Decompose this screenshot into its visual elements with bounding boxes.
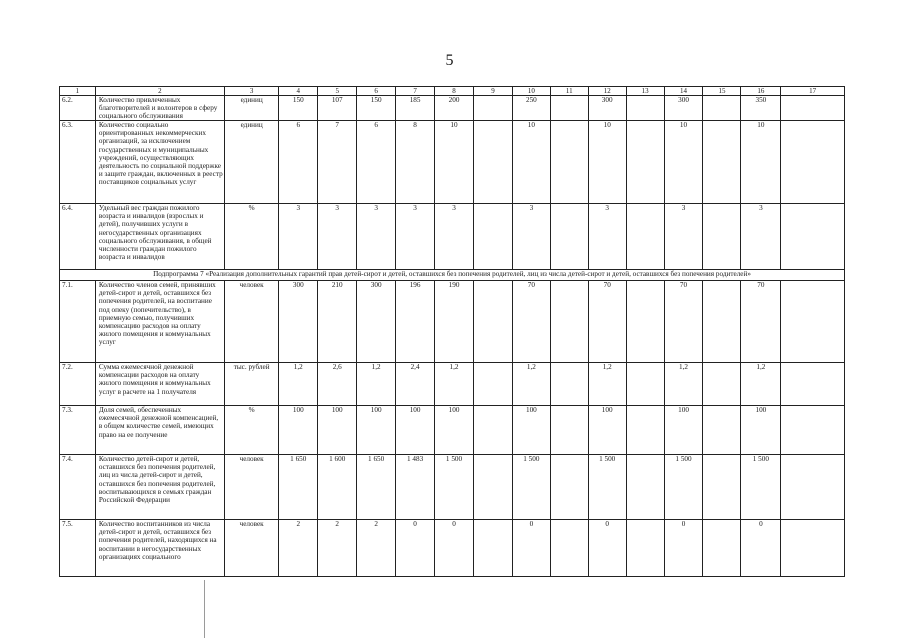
value-cell: 107 [318,96,357,121]
indicator-name: Доля семей, обеспеченных ежемесячной денежной компенсацией, в общем количестве семей, имеющих право на ее получение [95,406,224,455]
value-cell: 6 [279,121,318,204]
value-cell: 1,2 [664,363,703,406]
value-cell: 100 [318,406,357,455]
value-cell: 1 500 [512,455,550,520]
value-cell: 3 [279,204,318,270]
value-cell [781,406,845,455]
value-cell: 100 [357,406,396,455]
value-cell [550,204,588,270]
value-cell: 70 [664,281,703,363]
value-cell: 1,2 [741,363,781,406]
value-cell: 1,2 [588,363,626,406]
column-number-row [60,87,845,96]
value-cell: 3 [435,204,474,270]
value-cell [550,121,588,204]
scan-artifact-line [204,580,205,638]
column-number: 4 [279,87,318,96]
value-cell [626,204,664,270]
value-cell [473,455,512,520]
value-cell [626,406,664,455]
row-number: 7.1. [60,281,96,363]
row-number: 7.2. [60,363,96,406]
column-number: 15 [703,87,741,96]
column-number: 6 [357,87,396,96]
value-cell: 300 [664,96,703,121]
value-cell: 100 [512,406,550,455]
value-cell [473,520,512,577]
unit: % [224,406,278,455]
value-cell: 1,2 [279,363,318,406]
value-cell: 1 500 [664,455,703,520]
value-cell: 7 [318,121,357,204]
value-cell: 196 [396,281,435,363]
value-cell [626,281,664,363]
value-cell: 100 [741,406,781,455]
value-cell [550,406,588,455]
value-cell: 3 [396,204,435,270]
value-cell: 70 [741,281,781,363]
value-cell: 3 [357,204,396,270]
unit: единиц [224,96,278,121]
value-cell: 10 [435,121,474,204]
value-cell: 1 600 [318,455,357,520]
subprogram-row [60,270,845,281]
value-cell: 300 [279,281,318,363]
value-cell: 250 [512,96,550,121]
value-cell [703,281,741,363]
value-cell [626,455,664,520]
value-cell: 0 [512,520,550,577]
value-cell: 0 [664,520,703,577]
column-number: 5 [318,87,357,96]
value-cell [626,363,664,406]
table-row [60,406,845,455]
value-cell: 350 [741,96,781,121]
value-cell [473,204,512,270]
value-cell: 70 [512,281,550,363]
value-cell: 3 [664,204,703,270]
unit: человек [224,455,278,520]
column-number: 12 [588,87,626,96]
value-cell [473,96,512,121]
value-cell [781,121,845,204]
value-cell: 185 [396,96,435,121]
value-cell: 2 [318,520,357,577]
value-cell [703,363,741,406]
value-cell: 1 650 [279,455,318,520]
value-cell: 10 [664,121,703,204]
column-number: 11 [550,87,588,96]
value-cell [550,363,588,406]
column-number: 16 [741,87,781,96]
value-cell [703,520,741,577]
column-number: 14 [664,87,703,96]
row-number: 6.4. [60,204,96,270]
value-cell: 100 [396,406,435,455]
value-cell [550,520,588,577]
value-cell: 0 [741,520,781,577]
column-number: 7 [396,87,435,96]
value-cell: 3 [512,204,550,270]
value-cell: 1 483 [396,455,435,520]
indicator-name: Удельный вес граждан пожилого возраста и инвалидов (взрослых и детей), получивших услуги в негосударственных организациях социального обслуживания, в общей численности граждан пожилого возраста и инвалидов [95,204,224,270]
column-number: 8 [435,87,474,96]
row-number: 7.3. [60,406,96,455]
value-cell: 0 [435,520,474,577]
unit: тыс. рублей [224,363,278,406]
value-cell: 1 500 [435,455,474,520]
indicator-name: Количество социально ориентированных некоммерческих организаций, за исключением государственных и муниципальных учреждений, осуществляющих деятельность по социальной поддержке и защите граждан, включенных в реестр поставщиков социальных услуг [95,121,224,204]
column-number: 1 [60,87,96,96]
value-cell [781,455,845,520]
value-cell: 150 [279,96,318,121]
indicator-name: Сумма ежемесячной денежной компенсации расходов на оплату жилого помещения и коммунальных услуг в расчете на 1 получателя [95,363,224,406]
value-cell [626,96,664,121]
column-number: 3 [224,87,278,96]
value-cell: 1 500 [588,455,626,520]
value-cell [473,406,512,455]
value-cell [626,520,664,577]
value-cell: 10 [741,121,781,204]
value-cell [550,281,588,363]
page-number: 5 [445,52,454,69]
value-cell: 100 [279,406,318,455]
table-row [60,455,845,520]
value-cell: 3 [741,204,781,270]
table-row [60,281,845,363]
value-cell [781,363,845,406]
value-cell: 1 650 [357,455,396,520]
table-body [60,87,845,577]
value-cell: 10 [512,121,550,204]
value-cell [473,281,512,363]
column-number: 17 [781,87,845,96]
column-number: 9 [473,87,512,96]
indicator-name: Количество привлеченных благотворителей и волонтеров в сферу социального обслуживания [95,96,224,121]
value-cell: 3 [588,204,626,270]
indicator-name: Количество детей-сирот и детей, оставшихся без попечения родителей, лиц из числа детей-сирот и детей, оставшихся без попечения родителей, воспитывающихся в семьях граждан Российской Федерации [95,455,224,520]
value-cell: 2 [357,520,396,577]
unit: человек [224,281,278,363]
column-number: 2 [95,87,224,96]
value-cell: 10 [588,121,626,204]
table-row [60,363,845,406]
indicator-name: Количество членов семей, принявших детей-сирот и детей, оставшихся без попечения родителей, на воспитание под опеку (попечительство), в приемную семью, получивших компенсацию расходов на оплату жилого помещения и коммунальных услуг [95,281,224,363]
value-cell: 0 [588,520,626,577]
unit: % [224,204,278,270]
value-cell: 1,2 [435,363,474,406]
value-cell [626,121,664,204]
table-row [60,121,845,204]
value-cell [703,204,741,270]
value-cell: 200 [435,96,474,121]
value-cell [781,96,845,121]
value-cell: 70 [588,281,626,363]
value-cell [473,121,512,204]
value-cell: 0 [396,520,435,577]
column-number: 10 [512,87,550,96]
value-cell [781,204,845,270]
value-cell: 100 [664,406,703,455]
value-cell [473,363,512,406]
unit: человек [224,520,278,577]
value-cell: 1 500 [741,455,781,520]
value-cell: 1,2 [512,363,550,406]
value-cell: 1,2 [357,363,396,406]
value-cell: 2,4 [396,363,435,406]
value-cell: 8 [396,121,435,204]
value-cell [703,121,741,204]
value-cell [550,96,588,121]
value-cell: 210 [318,281,357,363]
row-number: 7.5. [60,520,96,577]
value-cell [550,455,588,520]
value-cell: 2,6 [318,363,357,406]
value-cell: 190 [435,281,474,363]
table-row [60,96,845,121]
value-cell [703,455,741,520]
value-cell [703,96,741,121]
value-cell: 3 [318,204,357,270]
value-cell: 100 [588,406,626,455]
row-number: 6.2. [60,96,96,121]
indicators-table [59,86,845,577]
value-cell [781,520,845,577]
value-cell [703,406,741,455]
value-cell: 6 [357,121,396,204]
indicator-name: Количество воспитанников из числа детей-сирот и детей, оставшихся без попечения родителей, находящихся на воспитании в негосударственных организациях социального [95,520,224,577]
subprogram-title: Подпрограмма 7 «Реализация дополнительных гарантий прав детей-сирот и детей, оставшихся без попечения родителей, лиц из числа детей-сирот и детей, оставшихся без попечения родителей» [60,270,845,281]
row-number: 7.4. [60,455,96,520]
row-number: 6.3. [60,121,96,204]
value-cell: 100 [435,406,474,455]
table-row [60,204,845,270]
value-cell: 300 [588,96,626,121]
value-cell: 300 [357,281,396,363]
value-cell: 2 [279,520,318,577]
table-row [60,520,845,577]
value-cell: 150 [357,96,396,121]
unit: единиц [224,121,278,204]
column-number: 13 [626,87,664,96]
value-cell [781,281,845,363]
